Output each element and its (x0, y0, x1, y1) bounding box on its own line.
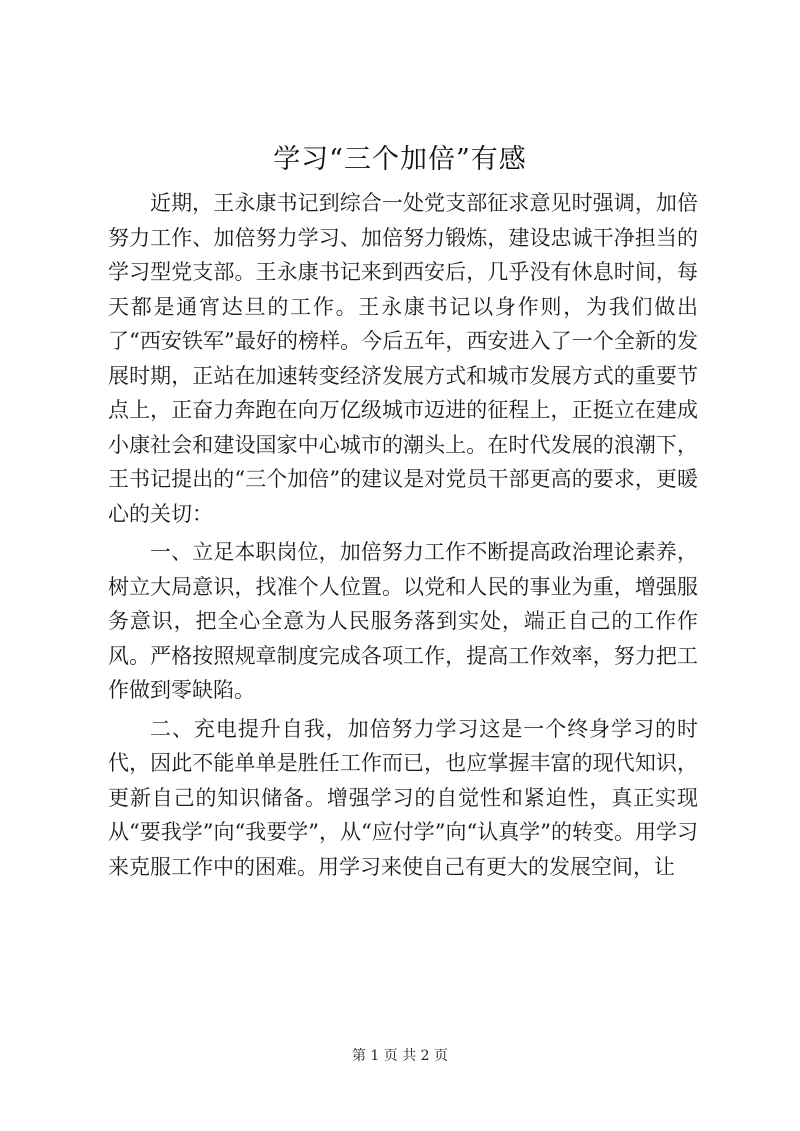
paragraph-intro: 近期，王永康书记到综合一处党支部征求意见时强调，加倍努力工作、加倍努力学习、加倍努力锻炼，建设忠诚干净担当的学习型党支部。王永康书记来到西安后，几乎没有休息时间，每天都是通宵达旦的工作。王永康书记以身作则，为我们做出了“西安铁军”最好的榜样。今后五年，西安进入了一个全新的发展时期，正站在加速转变经济发展方式和城市发展方式的重要节点上，正奋力奔跑在向万亿级城市迈进的征程上，正挺立在建成小康社会和建设国家中心城市的潮头上。在时代发展的浪潮下，王书记提出的“三个加倍”的建议是对党员干部更高的要求，更暖心的关切： (108, 191, 698, 526)
document-body (108, 186, 698, 888)
page-number-footer: 第 1 页 共 2 页 (351, 1048, 449, 1064)
paragraph-point-one: 一、立足本职岗位，加倍努力工作不断提高政治理论素养，树立大局意识，找准个人位置。以党和人民的事业为重，增强服务意识，把全心全意为人民服务落到实处，端正自己的工作作风。严格按照规章制度完成各项工作，提高工作效率，努力把工作做到零缺陷。 (108, 540, 698, 702)
document-title: 学习“三个加倍”有感 (273, 144, 527, 175)
paragraph-point-two: 二、充电提升自我，加倍努力学习这是一个终身学习的时代，因此不能单单是胜任工作而已，也应掌握丰富的现代知识，更新自己的知识储备。增强学习的自觉性和紧迫性，真正实现从“要我学”向“我要学”，从“应付学”向“认真学”的转变。用学习来克服工作中的困难。用学习来使自己有更大的发展空间，让 (108, 716, 698, 879)
